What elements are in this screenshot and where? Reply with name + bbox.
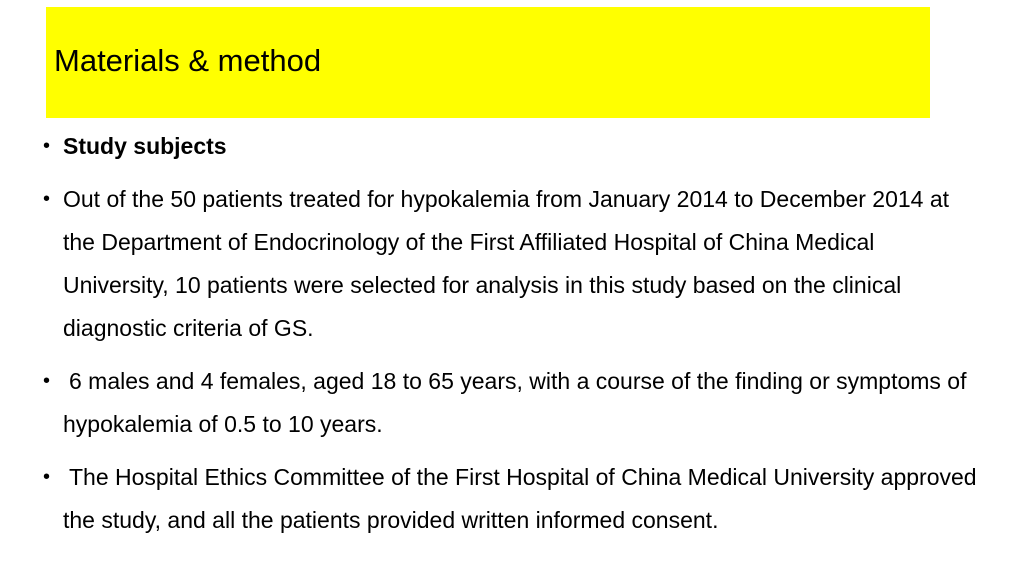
bullet-text: 6 males and 4 females, aged 18 to 65 years, with a course of the finding or symptoms of hypokalemia of 0.5 to 10 years. xyxy=(63,368,967,437)
bullet-patients xyxy=(40,178,980,350)
bullet-ethics xyxy=(40,456,980,542)
bullet-text: Study subjects xyxy=(63,133,227,159)
bullet-dot-icon: • xyxy=(43,466,51,488)
bullet-dot-icon: • xyxy=(43,370,51,392)
bullet-text: Out of the 50 patients treated for hypokalemia from January 2014 to December 2014 at the Department of Endocrinology of the First Affiliated Hospital of China Medical University, 10 patients were selected for analysis in this study based on the clinical diagnostic criteria of GS. xyxy=(63,186,950,341)
bullet-study-subjects xyxy=(40,125,980,168)
bullet-dot-icon: • xyxy=(43,135,51,157)
bullet-dot-icon: • xyxy=(43,188,51,210)
slide-title: Materials & method xyxy=(54,43,322,78)
bullet-demographics xyxy=(40,360,980,446)
title-bar xyxy=(46,7,930,118)
bullet-text: The Hospital Ethics Committee of the First Hospital of China Medical University approved the study, and all the patients provided written informed consent. xyxy=(63,464,977,533)
bullet-list xyxy=(40,125,980,552)
